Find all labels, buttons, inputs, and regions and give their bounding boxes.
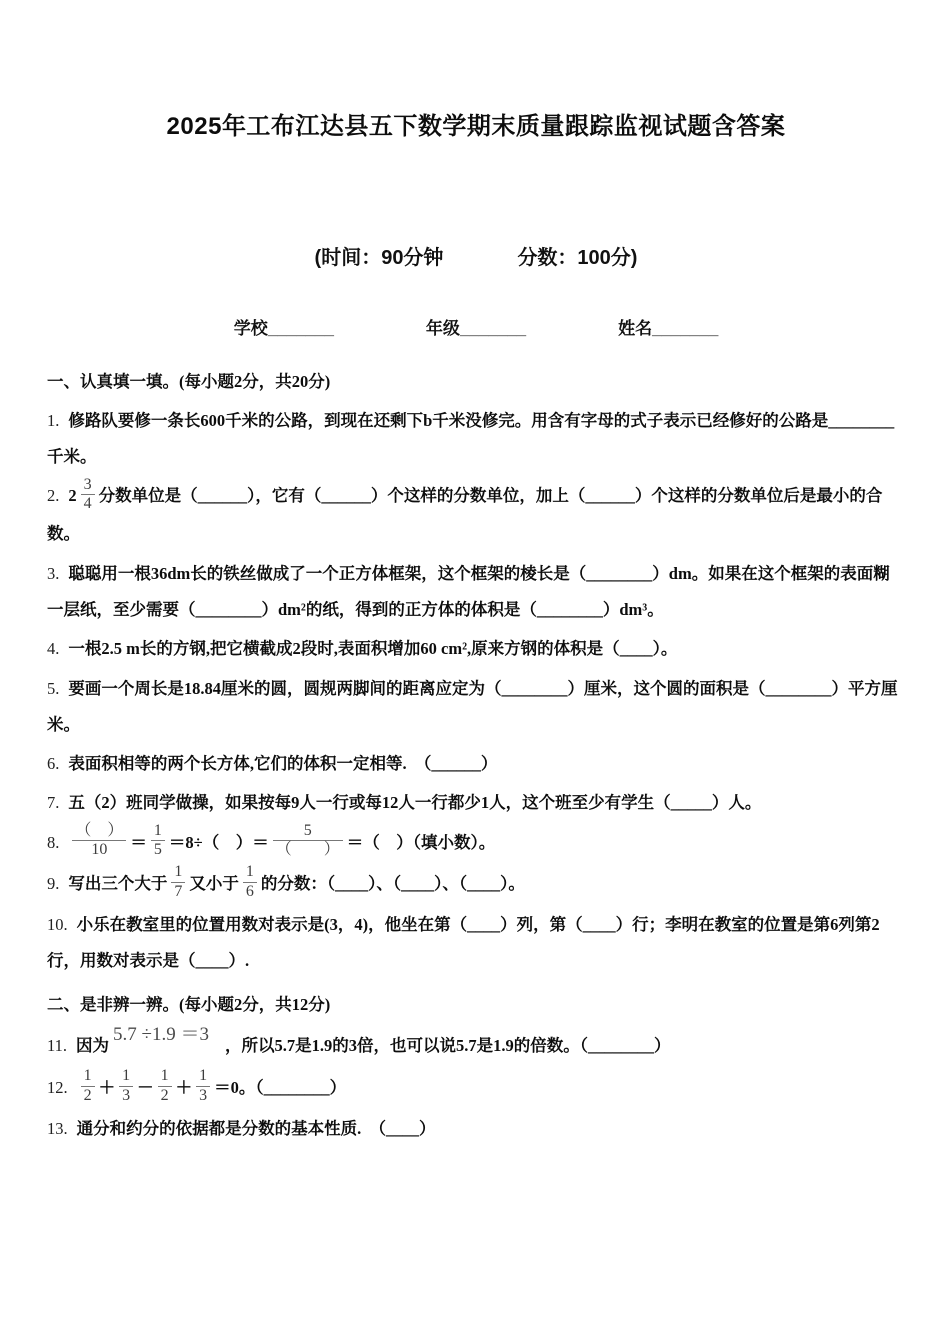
fraction-denominator: 6 — [243, 882, 257, 901]
text-run: ，所以5.7是1.9的3倍，也可以说5.7是1.9的倍数。（________） — [224, 1036, 671, 1056]
text-run: 小乐在教室里的位置用数对表示是(3，4)，他坐在第（____）列，第（____）行；李明在教室的位置是第6列第2行，用数对表示是（____）. — [47, 914, 880, 971]
fraction — [158, 1067, 172, 1105]
question — [47, 556, 905, 629]
question-number: 8. — [47, 832, 60, 852]
question — [47, 1111, 905, 1147]
text-run: 的分数：（____）、（____）、（____）。 — [260, 873, 525, 893]
text-run: ＝（ ）（填小数）。 — [346, 832, 496, 852]
question — [47, 1025, 905, 1067]
fraction-numerator: 3 — [83, 475, 92, 493]
fraction-numerator: 1 — [160, 1067, 169, 1085]
text-run: ＝8÷（ ）＝ — [168, 832, 269, 852]
text-run: 修路队要修一条长600千米的公路，到现在还剩下b千米没修完。用含有字母的式子表示已经修好的公路是________千米。 — [47, 410, 895, 466]
question-number: 5. — [47, 678, 60, 698]
fraction-denominator: （ ） — [273, 840, 343, 859]
text-run: 2 — [68, 486, 77, 506]
text-run: ＝ — [130, 832, 147, 852]
text-run: ＋ — [175, 1077, 193, 1097]
question-number: 13. — [47, 1119, 68, 1139]
name-blank-field: 姓名_______ — [618, 319, 719, 338]
text-run: ＋ — [98, 1077, 116, 1097]
fraction-denominator: 10 — [72, 840, 126, 859]
fraction-numerator: 1 — [199, 1067, 208, 1085]
question — [47, 403, 905, 476]
question — [47, 822, 905, 863]
text-run: 表面积相等的两个长方体,它们的体积一定相等. （______） — [68, 754, 498, 774]
fraction-numerator: 1 — [153, 822, 162, 840]
text-run: 五（2）班同学做操，如果按每9人一行或每12人一行都少1人，这个班至少有学生（_____）人。 — [68, 793, 762, 813]
text-run: 分数单位是（______），它有（______）个这样的分数单位，加上（______）个这样的分数单位后是最小的合数。 — [47, 486, 883, 544]
exam-meta — [47, 241, 905, 270]
text-run: 因为 — [76, 1036, 110, 1056]
question — [47, 863, 905, 904]
fraction-denominator: 5 — [151, 840, 165, 859]
text-run: 聪聪用一根36dm长的铁丝做成了一个正方体框架，这个框架的棱长是（________）dm。如果在这个框架的表面糊一层纸，至少需要（________）dm²的纸，得到的正方体的体积是（________）dm³。 — [47, 563, 890, 619]
question — [47, 785, 905, 821]
text-run: 又小于 — [189, 873, 239, 893]
fraction-denominator: 4 — [81, 494, 95, 513]
fraction — [72, 822, 126, 860]
text-run: 写出三个大于 — [68, 873, 168, 893]
text-run: ＝0。（________） — [214, 1077, 347, 1097]
question-number: 12. — [47, 1077, 68, 1097]
school-blank-field: 学校_______ — [233, 319, 334, 338]
question — [47, 631, 905, 667]
total-score-label: 分数：100分) — [517, 247, 638, 269]
fraction-denominator: 2 — [81, 1086, 95, 1105]
text-run: 一根2.5 m长的方钢,把它横截成2段时,表面积增加60 cm²,原来方钢的体积是（____）。 — [68, 639, 678, 659]
fraction-numerator: 1 — [174, 863, 183, 881]
fraction-numerator: 1 — [83, 1067, 92, 1085]
section-heading: 二、是非辨一辨。(每小题2分，共12分) — [47, 994, 331, 1014]
student-info-line — [47, 314, 905, 339]
fraction — [243, 863, 257, 901]
question-number: 7. — [47, 793, 60, 813]
text-run: 通分和约分的依据都是分数的基本性质. （____） — [76, 1119, 436, 1139]
fraction-numerator: 5 — [303, 822, 312, 840]
question-number: 2. — [47, 486, 60, 506]
question — [47, 1067, 905, 1108]
question — [47, 671, 905, 744]
question-number: 3. — [47, 563, 60, 583]
text-run: － — [137, 1077, 154, 1097]
question — [47, 907, 905, 980]
fraction-numerator: （ ） — [75, 822, 124, 840]
fraction — [119, 1067, 133, 1105]
fraction-denominator: 7 — [171, 882, 185, 901]
question-number: 10. — [47, 914, 68, 934]
fraction — [151, 822, 165, 860]
question-number: 9. — [47, 873, 60, 893]
question-number: 4. — [47, 639, 60, 659]
question-number: 1. — [47, 410, 60, 430]
sections-container — [47, 365, 905, 1147]
page-title: 2025年工布江达县五下数学期末质量跟踪监视试题含答案 — [166, 113, 786, 140]
question-number: 11. — [47, 1036, 68, 1056]
fraction-numerator: 1 — [245, 863, 254, 881]
fraction-denominator: 3 — [119, 1086, 133, 1105]
question — [47, 746, 905, 782]
fraction — [196, 1067, 210, 1105]
question — [47, 475, 905, 552]
text-run: 要画一个周长是18.84厘米的圆，圆规两脚间的距离应定为（________）厘米，这个圆的面积是（________）平方厘米。 — [47, 678, 898, 734]
raised-expression: 5.7 ÷1.9 ＝3 — [113, 1024, 209, 1046]
fraction-denominator: 3 — [196, 1086, 210, 1105]
section-heading: 一、认真填一填。(每小题2分，共20分) — [47, 372, 331, 391]
fraction — [171, 863, 185, 901]
question-number: 6. — [47, 754, 60, 774]
fraction — [273, 822, 343, 860]
fraction — [81, 476, 95, 514]
fraction-numerator: 1 — [122, 1067, 131, 1085]
fraction — [81, 1067, 95, 1105]
fraction-denominator: 2 — [158, 1086, 172, 1105]
grade-blank-field: 年级_______ — [425, 319, 527, 338]
time-limit-label: (时间：90分钟 — [314, 247, 444, 269]
